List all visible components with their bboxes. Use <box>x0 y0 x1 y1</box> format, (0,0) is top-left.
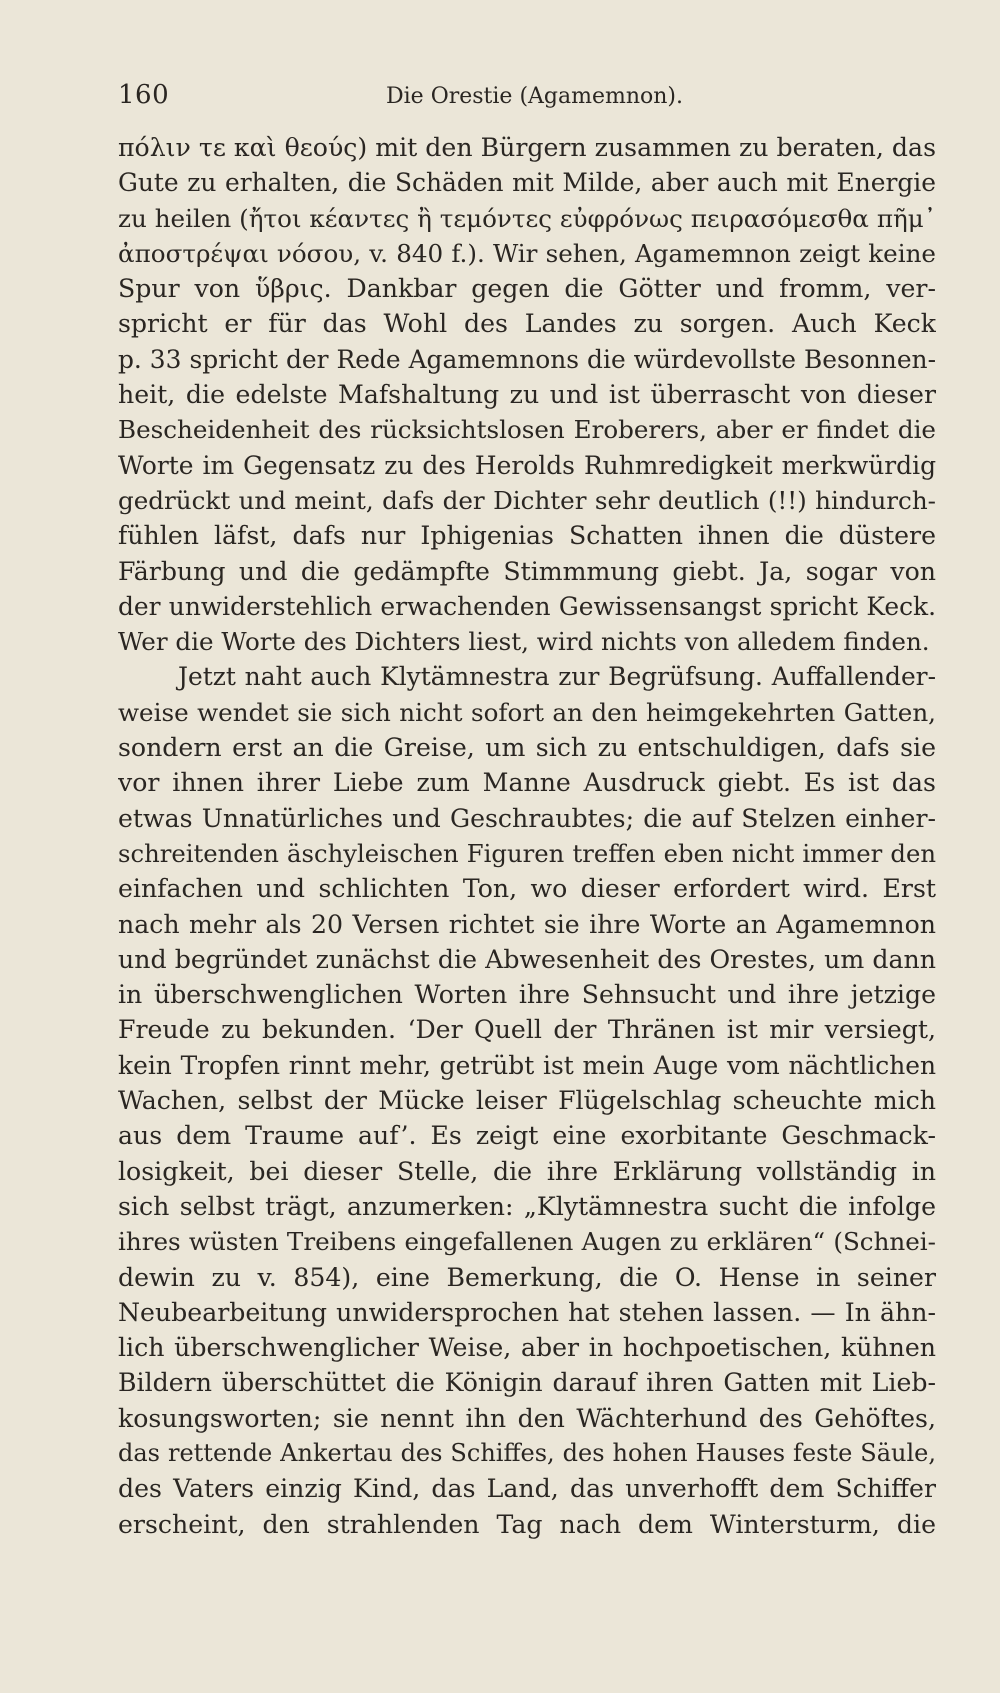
text-line: und begründet zunächst die Abwesenheit des Orestes, um dann <box>118 944 936 974</box>
text-line: lich überschwenglicher Weise, aber in hochpoetischen, kühnen <box>118 1333 936 1363</box>
paragraph <box>118 659 936 1541</box>
text-line: Jetzt naht auch Klytämnestra zur Begrüfsung. Auffallender- <box>178 662 936 692</box>
text-line: nach mehr als 20 Versen richtet sie ihre Worte an Agamemnon <box>118 909 936 939</box>
text-line: einfachen und schlichten Ton, wo dieser erfordert wird. Erst <box>118 874 936 904</box>
text-line: ἀποστρέψαι νόσου, v. 840 f.). Wir sehen, Agamemnon zeigt keine <box>118 238 936 268</box>
text-line: Bildern überschüttet die Königin darauf ihren Gatten mit Lieb- <box>118 1368 936 1398</box>
text-line: Gute zu erhalten, die Schäden mit Milde, aber auch mit Energie <box>118 168 936 198</box>
text-line: Wer die Worte des Dichters liest, wird nichts von alledem finden. <box>118 627 930 657</box>
paragraph <box>118 130 936 659</box>
text-line: sondern erst an die Greise, um sich zu entschuldigen, dafs sie <box>118 733 936 763</box>
text-line: aus dem Traume auf’. Es zeigt eine exorbitante Geschmack- <box>118 1121 936 1151</box>
text-line: vor ihnen ihrer Liebe zum Manne Ausdruck giebt. Es ist das <box>118 768 936 798</box>
text-line: dewin zu v. 854), eine Bemerkung, die O. Hense in seiner <box>118 1262 936 1292</box>
text-line: fühlen läfst, dafs nur Iphigenias Schatten ihnen die düstere <box>118 521 936 551</box>
text-line: losigkeit, bei dieser Stelle, die ihre Erklärung vollständig in <box>118 1156 936 1186</box>
text-line: Freude zu bekunden. ‘Der Quell der Thränen ist mir versiegt, <box>118 1015 936 1045</box>
page-header <box>118 80 936 114</box>
text-line: Worte im Gegensatz zu des Herolds Ruhmredigkeit merkwürdig <box>118 450 936 480</box>
text-line: ihres wüsten Treibens eingefallenen Augen zu erklären“ (Schnei- <box>118 1227 936 1257</box>
text-line: des Vaters einzig Kind, das Land, das unverhofft dem Schiffer <box>118 1474 936 1504</box>
text-line: spricht er für das Wohl des Landes zu sorgen. Auch Keck <box>118 309 936 339</box>
body-text <box>118 130 936 1542</box>
text-line: der unwiderstehlich erwachenden Gewissensangst spricht Keck. <box>118 591 936 621</box>
text-line: Bescheidenheit des rücksichtslosen Eroberers, aber er findet die <box>118 415 936 445</box>
text-line: weise wendet sie sich nicht sofort an den heimgekehrten Gatten, <box>118 697 936 727</box>
text-line: kein Tropfen rinnt mehr, getrübt ist mein Auge vom nächtlichen <box>118 1050 936 1080</box>
running-title: Die Orestie (Agamemnon). <box>386 84 684 109</box>
text-line: in überschwenglichen Worten ihre Sehnsucht und ihre jetzige <box>118 980 936 1010</box>
text-line: p. 33 spricht der Rede Agamemnons die würdevollste Besonnen- <box>118 344 936 374</box>
text-line: Neubearbeitung unwidersprochen hat stehen lassen. — In ähn- <box>118 1297 936 1327</box>
text-line: schreitenden äschyleischen Figuren treffen eben nicht immer den <box>118 838 936 868</box>
text-line: kosungsworten; sie nennt ihn den Wächterhund des Gehöftes, <box>118 1403 936 1433</box>
text-line: Färbung und die gedämpfte Stimmmung giebt. Ja, sogar von <box>118 556 936 586</box>
text-line: heit, die edelste Mafshaltung zu und ist überrascht von dieser <box>118 380 936 410</box>
text-line: zu heilen (ἤτοι κέαντες ἢ τεμόντες εὐφρόνως πειρασόμεσθα πῆμ᾽ <box>118 203 936 233</box>
text-line: Wachen, selbst der Mücke leiser Flügelschlag scheuchte mich <box>118 1086 936 1116</box>
text-line: etwas Unnatürliches und Geschraubtes; die auf Stelzen einher- <box>118 803 936 833</box>
text-line: πόλιν τε καὶ θεούς) mit den Bürgern zusammen zu beraten, das <box>118 133 936 162</box>
text-line: sich selbst trägt, anzumerken: „Klytämnestra sucht die infolge <box>118 1191 936 1221</box>
text-line: Spur von ὕβρις. Dankbar gegen die Götter und fromm, ver- <box>118 274 936 304</box>
page-number: 160 <box>118 80 170 110</box>
text-line: erscheint, den strahlenden Tag nach dem Wintersturm, die <box>118 1509 936 1539</box>
text-line: gedrückt und meint, dafs der Dichter sehr deutlich (!!) hindurch- <box>118 485 936 515</box>
text-line: das rettende Ankertau des Schiffes, des hohen Hauses feste Säule, <box>118 1438 936 1467</box>
